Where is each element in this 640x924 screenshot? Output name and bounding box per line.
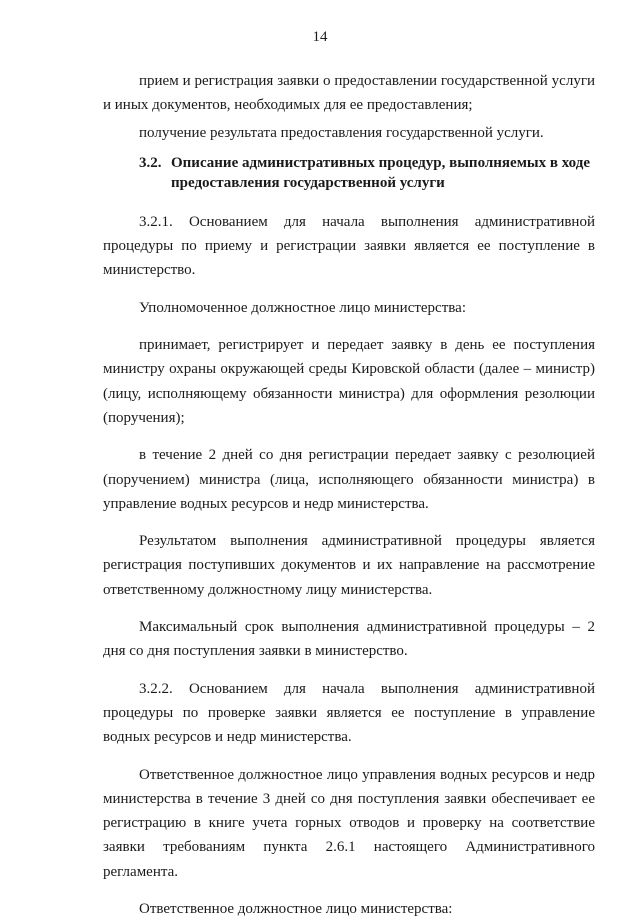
document-body xyxy=(103,69,595,924)
section-heading xyxy=(103,153,595,193)
paragraph: Результатом выполнения административной процедуры является регистрация поступивших документов и их направление на рассмотрение ответственному должностному лицу министерства. xyxy=(103,533,595,598)
section-title-line2: предоставления государственной услуги xyxy=(171,174,445,191)
paragraph: Ответственное должностное лицо министерства: xyxy=(139,901,453,918)
section-number: 3.2. xyxy=(139,154,162,171)
list-item: получение результата предоставления государственной услуги. xyxy=(139,124,544,141)
paragraph: в течение 2 дней со дня регистрации передает заявку с резолюцией (поручением) министра (лица, исполняющего обязанности министра) в управление водных ресурсов и недр министерства. xyxy=(103,447,595,512)
section-title-line1: Описание административных процедур, выполняемых в ходе xyxy=(171,154,590,171)
paragraph: Максимальный срок выполнения административной процедуры – 2 дня со дня поступления заявки в министерство. xyxy=(103,619,595,660)
paragraph: принимает, регистрирует и передает заявку в день ее поступления министру охраны окружающей среды Кировской области (далее – министр) (лицу, исполняющему обязанности министра) для оформления резолюции (поручения); xyxy=(103,337,595,426)
paragraph: Ответственное должностное лицо управления водных ресурсов и недр министерства в течение 3 дней со дня поступления заявки обеспечивает ее регистрацию в книге учета горных отводов и проверку на соответствие заявки требованиям пункта 2.6.1 настоящего Административного регламента. xyxy=(103,766,595,880)
paragraph-3-2-1: 3.2.1. Основанием для начала выполнения административной процедуры по приему и регистрации заявки является ее поступление в министерство. xyxy=(103,213,595,279)
page-number: 14 xyxy=(312,29,328,45)
paragraph-3-2-2: 3.2.2. Основанием для начала выполнения административной процедуры по проверке заявки является ее поступление в управление водных ресурсов и недр министерства. xyxy=(103,680,595,746)
paragraph: Уполномоченное должностное лицо министерства: xyxy=(139,299,466,316)
list-item: прием и регистрация заявки о предоставлении государственной услуги и иных документов, необходимых для ее предоставления; xyxy=(103,73,595,114)
